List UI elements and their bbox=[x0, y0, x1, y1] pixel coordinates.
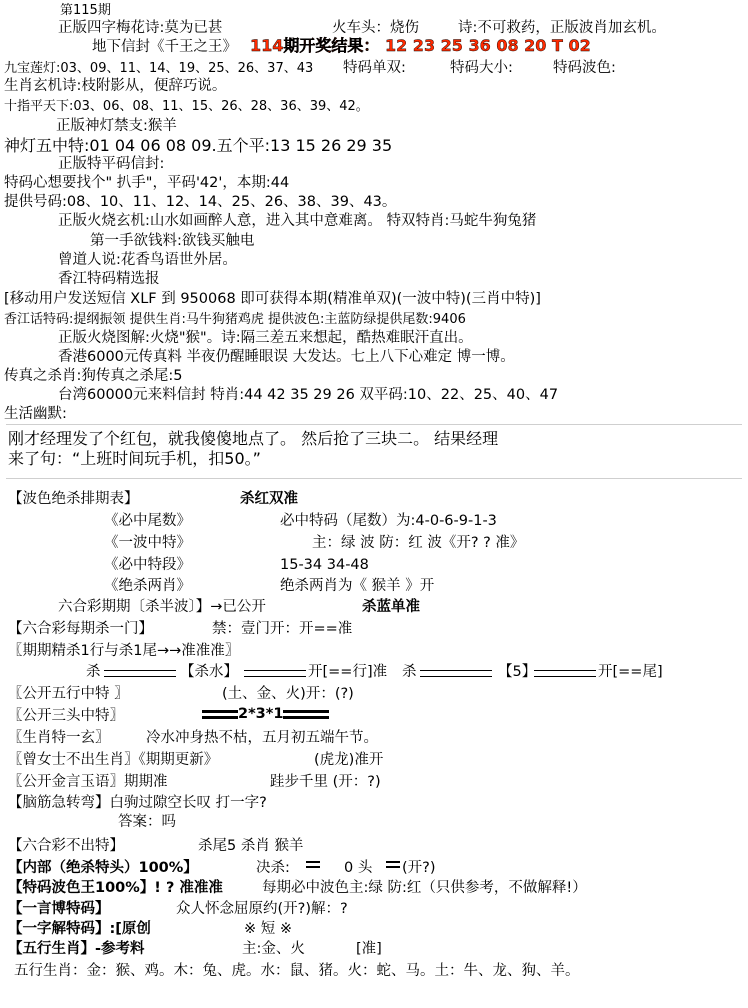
rule-line bbox=[534, 670, 596, 677]
wave-color-label: 特码波色: bbox=[553, 60, 616, 76]
one-word-value: 众人怀念屈原约(开?)解：? bbox=[176, 901, 348, 917]
must-segment-label: 《必中特段》 bbox=[104, 557, 191, 573]
wave-kill-table-title: 【波色绝杀排期表】 bbox=[8, 491, 139, 507]
rule-line bbox=[104, 670, 176, 677]
xiangjiang-talk-line: 香江话特码:提纲振领 提供生肖:马牛狗猪鸡虎 提供波色:主蓝防绿提供尾数:9406 bbox=[4, 312, 466, 327]
pickpocket-line: 特码心想要找个" 扒手"，平码'42'，本期:44 bbox=[4, 175, 290, 191]
kill-red-even: 杀红双准 bbox=[240, 491, 298, 507]
bar-glyph bbox=[283, 710, 329, 719]
zodiac-mystery-title: 〖生肖特一玄〗 bbox=[8, 730, 110, 746]
size-label: 特码大小: bbox=[450, 60, 513, 76]
taiwan-line: 台湾60000元来料信封 特肖:44 42 35 29 26 双平码:10、22、25、40、47 bbox=[58, 387, 559, 403]
must-tail-value: 必中特码（尾数）为:4-0-6-9-1-3 bbox=[280, 513, 497, 529]
open-tail: 开[==尾] bbox=[598, 664, 663, 680]
ten-fingers-line: 十指平天下:03、06、08、11、15、26、28、36、39、42。 bbox=[4, 99, 369, 114]
divider bbox=[6, 478, 742, 479]
three-head-title: 〖公开三头中特〗 bbox=[8, 708, 124, 724]
decisive-kill-label: 决杀: bbox=[256, 860, 290, 876]
five-zodiac-main: 主:金、火 bbox=[242, 941, 305, 957]
golden-words-title: 〖公开金言玉语〗期期准 bbox=[8, 774, 168, 790]
lamp-ban-line: 正版神灯禁支:猴羊 bbox=[56, 118, 177, 134]
one-char-title: 【一字解特码】:[原创 bbox=[8, 921, 151, 937]
five-element-title: 〖公开五行中特 〗 bbox=[8, 686, 129, 702]
equals-glyph bbox=[386, 861, 400, 870]
lamp-five-line: 神灯五中特:01 04 06 08 09.五个平:13 15 26 29 35 bbox=[4, 136, 393, 155]
must-segment-value: 15-34 34-48 bbox=[280, 557, 369, 573]
rule-line bbox=[244, 670, 306, 677]
five-zodiac-accurate: [准] bbox=[356, 941, 382, 957]
wave-king-title: 【特码波色王100%】! ? 准准准 bbox=[8, 880, 223, 896]
five-element-value: (土、金、火)开：(?) bbox=[222, 686, 354, 702]
equals-glyph bbox=[306, 861, 320, 870]
one-word-title: 【一言博特码】 bbox=[8, 901, 110, 917]
three-head-value bbox=[202, 706, 329, 723]
xiangjiang-title: 香江特码精选报 bbox=[58, 271, 160, 287]
golden-words-value: 跬步千里 (开：?) bbox=[270, 774, 381, 790]
poem-line: 诗:不可救药，正版波肖加玄机。 bbox=[458, 20, 666, 36]
kill-label: 杀 bbox=[86, 664, 101, 680]
decisive-kill-open: (开?) bbox=[402, 860, 436, 876]
envelope-title: 正版特平码信封: bbox=[58, 156, 165, 172]
no-special-value: 杀尾5 杀肖 猴羊 bbox=[198, 838, 304, 854]
must-tail-label: 《必中尾数》 bbox=[104, 513, 191, 529]
one-wave-label: 《一波中特》 bbox=[104, 535, 191, 551]
ms-zeng-value: (虎龙)准开 bbox=[314, 752, 384, 768]
kill-label: 杀 bbox=[402, 664, 417, 680]
kill-tail: 【5】 bbox=[498, 664, 537, 680]
kill-water: 【杀水】 bbox=[180, 664, 238, 680]
bar-glyph bbox=[202, 710, 238, 719]
brain-teaser-line: 【脑筋急转弯】白驹过隙空长叹 打一字? bbox=[8, 795, 267, 811]
kill-two-label: 《绝杀两肖》 bbox=[104, 578, 191, 594]
kill-blue-odd: 杀蓝单准 bbox=[362, 599, 420, 615]
five-zodiac-title: 【五行生肖】-参考料 bbox=[8, 941, 145, 957]
kill-one-door-title: 【六合彩每期杀一门】 bbox=[8, 621, 153, 637]
one-wave-value: 主：绿 波 防：红 波《开? ? 准》 bbox=[312, 535, 525, 551]
open-element: 开[==行]准 bbox=[308, 664, 388, 680]
three-head-text: 2*3*1 bbox=[238, 706, 284, 722]
fire-mystery-line: 正版火烧玄机:山水如画醉人意，进入其中意难离。 特双特肖:马蛇牛狗兔猪 bbox=[58, 213, 537, 229]
kill-one-door-value: 禁：壹门开：开==准 bbox=[212, 621, 353, 637]
fax-kill-line: 传真之杀肖:狗传真之杀尾:5 bbox=[4, 368, 183, 384]
internal-kill-title: 【内部（绝杀特头）100%】 bbox=[8, 860, 198, 876]
one-char-value: ※ 短 ※ bbox=[244, 921, 293, 937]
sms-line: [移动用户发送短信 XLF 到 950068 即可获得本期(精准单双)(一波中特)(三肖中特)] bbox=[4, 291, 541, 307]
zodiac-mystery-value: 冷水冲身热不枯，五月初五端午节。 bbox=[146, 730, 378, 746]
divider bbox=[6, 424, 742, 425]
period-title: 第115期 bbox=[60, 3, 111, 18]
lotus-lamp-line: 九宝莲灯:03、09、11、14、19、25、26、37、43 bbox=[4, 61, 314, 76]
half-wave-line: 六合彩期期〔杀半波〕】→已公开 bbox=[58, 599, 266, 615]
kill-element-tail-title: 〖期期精杀1行与杀1尾→→准准准〗 bbox=[8, 643, 240, 659]
brain-teaser-answer: 答案：吗 bbox=[118, 814, 176, 830]
rule-line bbox=[420, 670, 492, 677]
zeng-says-line: 曾道人说:花香鸟语世外居。 bbox=[58, 252, 237, 268]
provided-numbers-line: 提供号码:08、10、11、12、14、25、26、38、39、43。 bbox=[4, 194, 397, 210]
first-hand-line: 第一手欲钱料:欲钱买触电 bbox=[90, 233, 255, 249]
locomotive-line: 火车头：烧伤 bbox=[332, 20, 419, 36]
draw-result: 114期开奖结果： 12 23 25 36 08 20 T 02 bbox=[250, 36, 591, 55]
hk-fax-line: 香港6000元传真料 半夜仍醒睡眼误 大发达。七上八下心难定 博一博。 bbox=[58, 349, 515, 365]
five-zodiac-list: 五行生肖：金：猴、鸡。木：兔、虎。水：鼠、猪。火：蛇、马。土：牛、龙、狗、羊。 bbox=[14, 963, 580, 979]
fire-diagram-line: 正版火烧图解:火烧"猴"。诗:隔三差五来想起，酷热难眠汗直出。 bbox=[58, 330, 473, 346]
no-special-title: 【六合彩不出特】 bbox=[8, 838, 124, 854]
kill-two-value: 绝杀两肖为《 猴羊 》开 bbox=[280, 578, 435, 594]
joke-line-2: 来了句：“上班时间玩手机，扣50。” bbox=[8, 449, 261, 468]
decisive-kill-head: 0 头 bbox=[344, 860, 373, 876]
joke-line-1: 刚才经理发了个红包，就我傻傻地点了。 然后抢了三块二。 结果经理 bbox=[8, 429, 499, 448]
wave-king-value: 每期必中波色主:绿 防:红（只供参考，不做解释!） bbox=[262, 880, 587, 896]
plum-poem-line: 正版四字梅花诗:莫为已甚 bbox=[58, 20, 223, 36]
zodiac-poem-line: 生肖玄机诗:枝附影从，便辞巧说。 bbox=[4, 78, 227, 94]
humor-title: 生活幽默: bbox=[4, 406, 67, 422]
odd-even-label: 特码单双: bbox=[343, 60, 406, 76]
ms-zeng-title: 〖曾女士不出生肖〗《期期更新》 bbox=[8, 752, 219, 768]
underground-envelope: 地下信封《千王之王》 bbox=[92, 39, 237, 55]
